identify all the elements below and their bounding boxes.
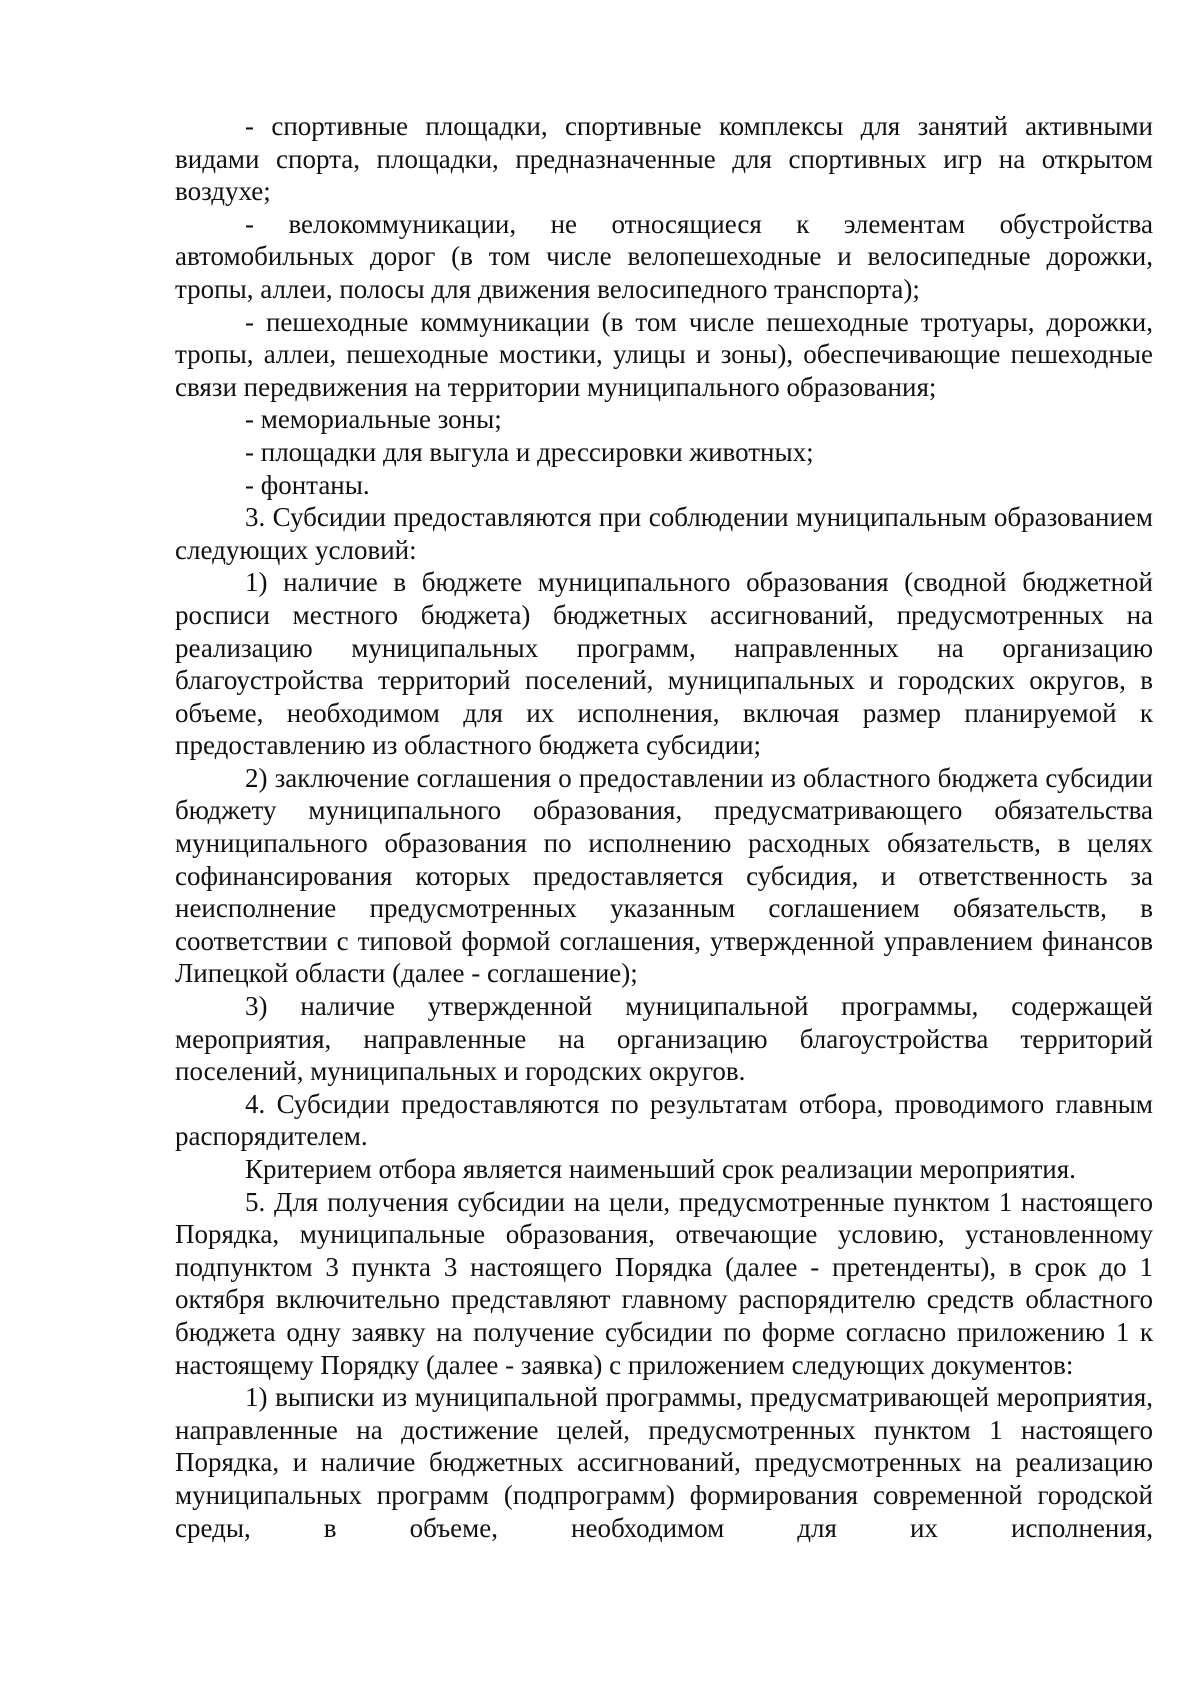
- paragraph-section-3: 3. Субсидии предоставляются при соблюдении муниципальным образованием следующих условий:: [175, 502, 1153, 565]
- paragraph-document-1: 1) выписки из муниципальной программы, предусматривающей мероприятия, направленные на достижение целей, предусмотренных пунктом 1 настоящего Порядка, и наличие бюджетных ассигнований, предусмотренных на реализацию муниципальных программ (подпрограмм) формирования современной городской среды, в объеме, необходимом для их исполнения,: [175, 1382, 1153, 1543]
- paragraph-sports-grounds: - спортивные площадки, спортивные комплексы для занятий активными видами спорта, площадки, предназначенные для спортивных игр на открытом воздухе;: [175, 111, 1153, 207]
- paragraph-condition-1: 1) наличие в бюджете муниципального образования (сводной бюджетной росписи местного бюджета) бюджетных ассигнований, предусмотренных на реализацию муниципальных программ, направленных на организацию благоустройства территорий поселений, муниципальных и городских округов, в объеме, необходимом для их исполнения, включая размер планируемой к предоставлению из областного бюджета субсидии;: [175, 567, 1153, 761]
- paragraph-selection-criterion: Критерием отбора является наименьший срок реализации мероприятия.: [245, 1154, 1076, 1184]
- document-body: [175, 110, 1153, 1544]
- paragraph-memorial-zones: - мемориальные зоны;: [245, 404, 502, 435]
- paragraph-condition-3: 3) наличие утвержденной муниципальной программы, содержащей мероприятия, направленные на организацию благоустройства территорий поселений, муниципальных и городских округов.: [175, 991, 1153, 1087]
- paragraph-fountains: - фонтаны.: [245, 469, 370, 500]
- paragraph-section-5: 5. Для получения субсидии на цели, предусмотренные пунктом 1 настоящего Порядка, муниципальные образования, отвечающие условию, установленному подпунктом 3 пункта 3 настоящего Порядка (далее - претенденты), в срок до 1 октября включительно представляют главному распорядителю средств областного бюджета одну заявку на получение субсидии по форме согласно приложению 1 к настоящему Порядку (далее - заявка) с приложением следующих документов:: [175, 1186, 1153, 1380]
- paragraph-pedestrian-communications: - пешеходные коммуникации (в том числе пешеходные тротуары, дорожки, тропы, аллеи, пешеходные мостики, улицы и зоны), обеспечивающие пешеходные связи передвижения на территории муниципального образования;: [175, 306, 1153, 402]
- paragraph-animal-grounds: - площадки для выгула и дрессировки животных;: [245, 436, 814, 467]
- paragraph-condition-2: 2) заключение соглашения о предоставлении из областного бюджета субсидии бюджету муниципального образования, предусматривающего обязательства муниципального образования по исполнению расходных обязательств, в целях софинансирования которых предоставляется субсидия, и ответственность за неисполнение предусмотренных указанным соглашением обязательств, в соответствии с типовой формой соглашения, утвержденной управлением финансов Липецкой области (далее - соглашение);: [175, 762, 1153, 989]
- paragraph-bike-communications: - велокоммуникации, не относящиеся к элементам обустройства автомобильных дорог (в том числе велопешеходные и велосипедные дорожки, тропы, аллеи, полосы для движения велосипедного транспорта);: [175, 208, 1153, 304]
- paragraph-section-4: 4. Субсидии предоставляются по результатам отбора, проводимого главным распорядителем.: [175, 1088, 1153, 1152]
